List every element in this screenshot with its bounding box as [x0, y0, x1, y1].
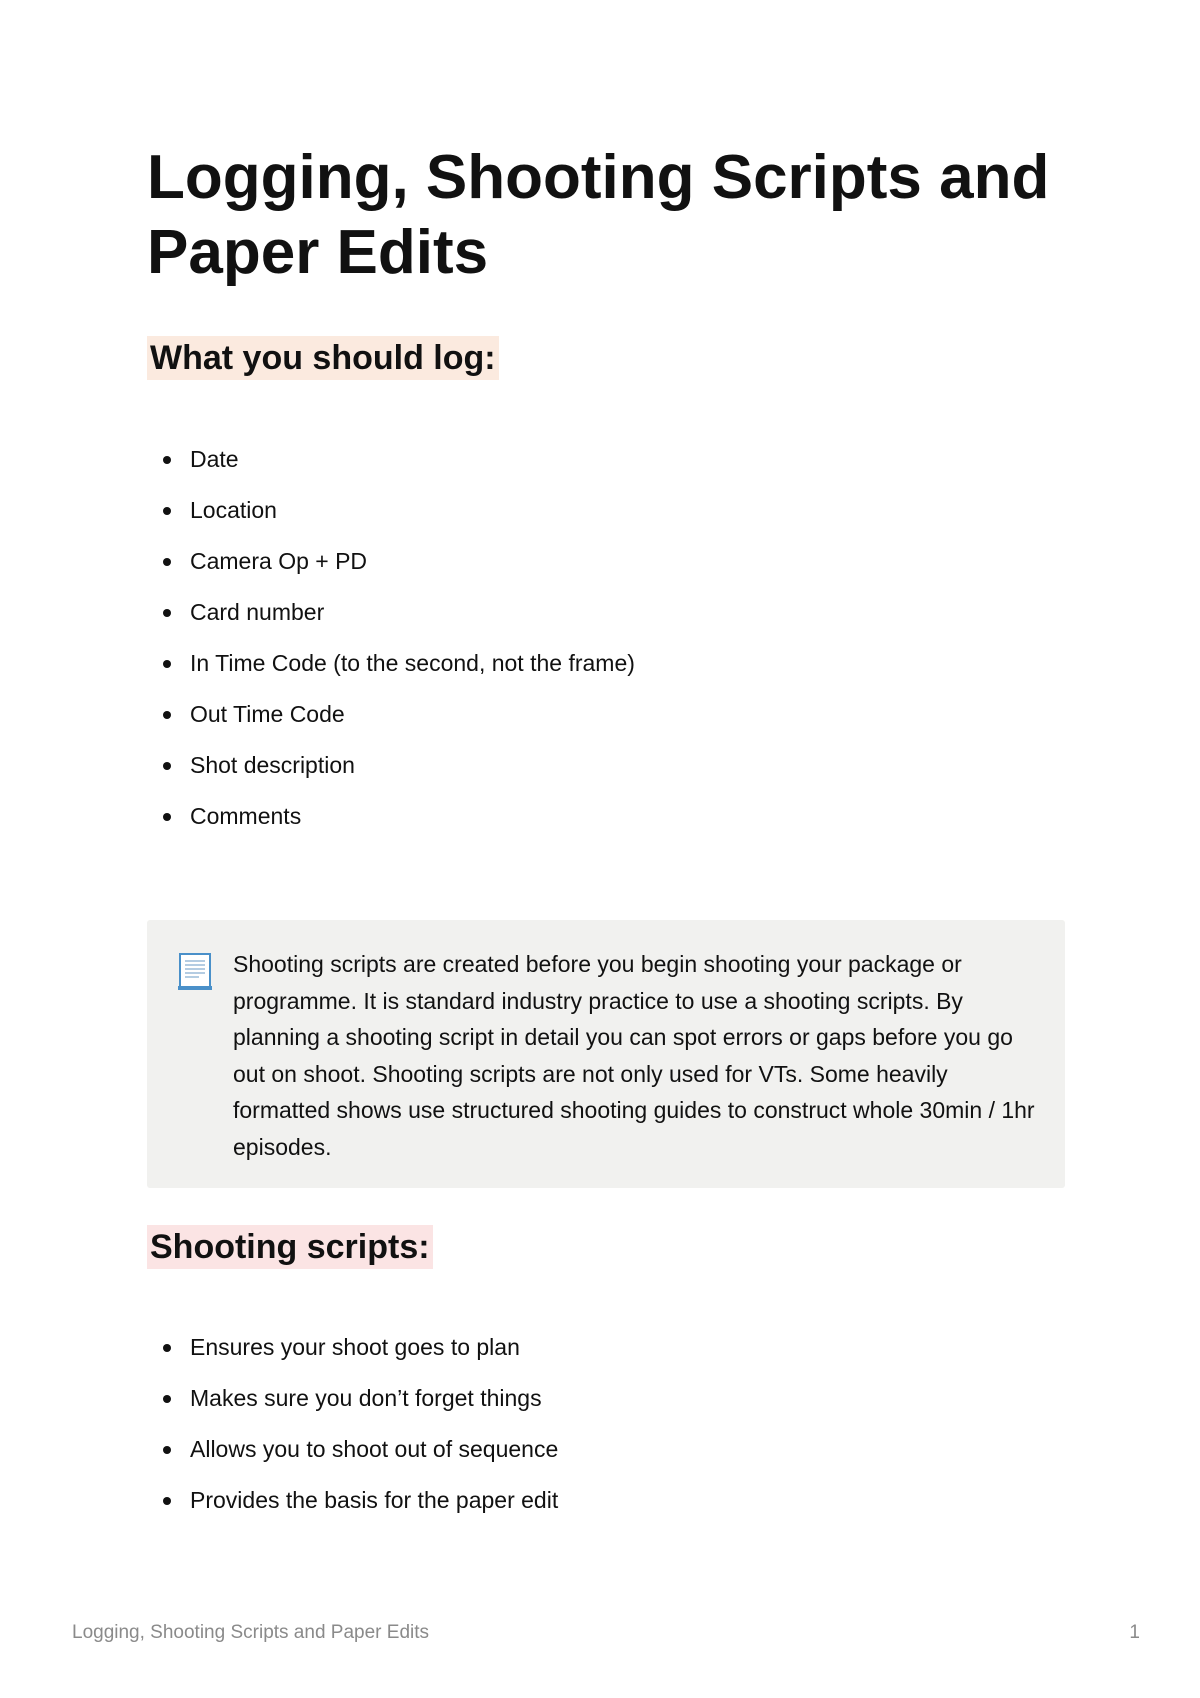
list-item-text: Comments: [190, 803, 302, 829]
bullet-icon: [163, 1344, 171, 1352]
scripts-items-list: [147, 1333, 558, 1537]
bullet-icon: [163, 507, 171, 515]
bullet-icon: [163, 1395, 171, 1403]
list-item: [147, 547, 635, 576]
list-item-text: Location: [190, 497, 277, 523]
document-icon: [177, 952, 213, 992]
bullet-icon: [163, 1497, 171, 1505]
bullet-icon: [163, 711, 171, 719]
footer-title: Logging, Shooting Scripts and Paper Edits: [72, 1622, 430, 1643]
bullet-icon: [163, 660, 171, 668]
log-items-list: [147, 445, 635, 853]
list-item: [147, 598, 635, 627]
bullet-icon: [163, 558, 171, 566]
log-section-heading: What you should log:: [147, 336, 499, 380]
list-item: [147, 496, 635, 525]
list-item: [147, 700, 635, 729]
list-item: [147, 1384, 558, 1413]
list-item-text: Shot description: [190, 752, 355, 778]
list-item: [147, 802, 635, 831]
bullet-icon: [163, 456, 171, 464]
list-item-text: Allows you to shoot out of sequence: [190, 1436, 559, 1462]
bullet-icon: [163, 813, 171, 821]
list-item: [147, 445, 635, 474]
list-item: [147, 1486, 558, 1515]
bullet-icon: [163, 762, 171, 770]
list-item: [147, 649, 635, 678]
callout-text: Shooting scripts are created before you begin shooting your package or programme. It is standard industry practice to use a shooting scripts. By planning a shooting script in detail you can spot errors or gaps before you go out on shoot. Shooting scripts are not only used for VTs. Some heavily formatted shows use structured shooting guides to construct whole 30min / 1hr episodes.: [233, 951, 1035, 1160]
list-item: [147, 751, 635, 780]
bullet-icon: [163, 609, 171, 617]
list-item: [147, 1333, 558, 1362]
scripts-section-heading: Shooting scripts:: [147, 1225, 433, 1269]
list-item-text: In Time Code (to the second, not the frame): [190, 650, 635, 676]
page-number: 1: [1129, 1622, 1140, 1643]
list-item-text: Makes sure you don’t forget things: [190, 1385, 542, 1411]
list-item-text: Provides the basis for the paper edit: [190, 1487, 559, 1513]
shooting-scripts-callout: [147, 920, 1065, 1188]
list-item-text: Camera Op + PD: [190, 548, 368, 574]
bullet-icon: [163, 1446, 171, 1454]
list-item-text: Date: [190, 446, 239, 472]
list-item-text: Card number: [190, 599, 325, 625]
list-item: [147, 1435, 558, 1464]
page-title: Logging, Shooting Scripts and Paper Edits: [147, 143, 1050, 287]
list-item-text: Out Time Code: [190, 701, 345, 727]
list-item-text: Ensures your shoot goes to plan: [190, 1334, 520, 1360]
